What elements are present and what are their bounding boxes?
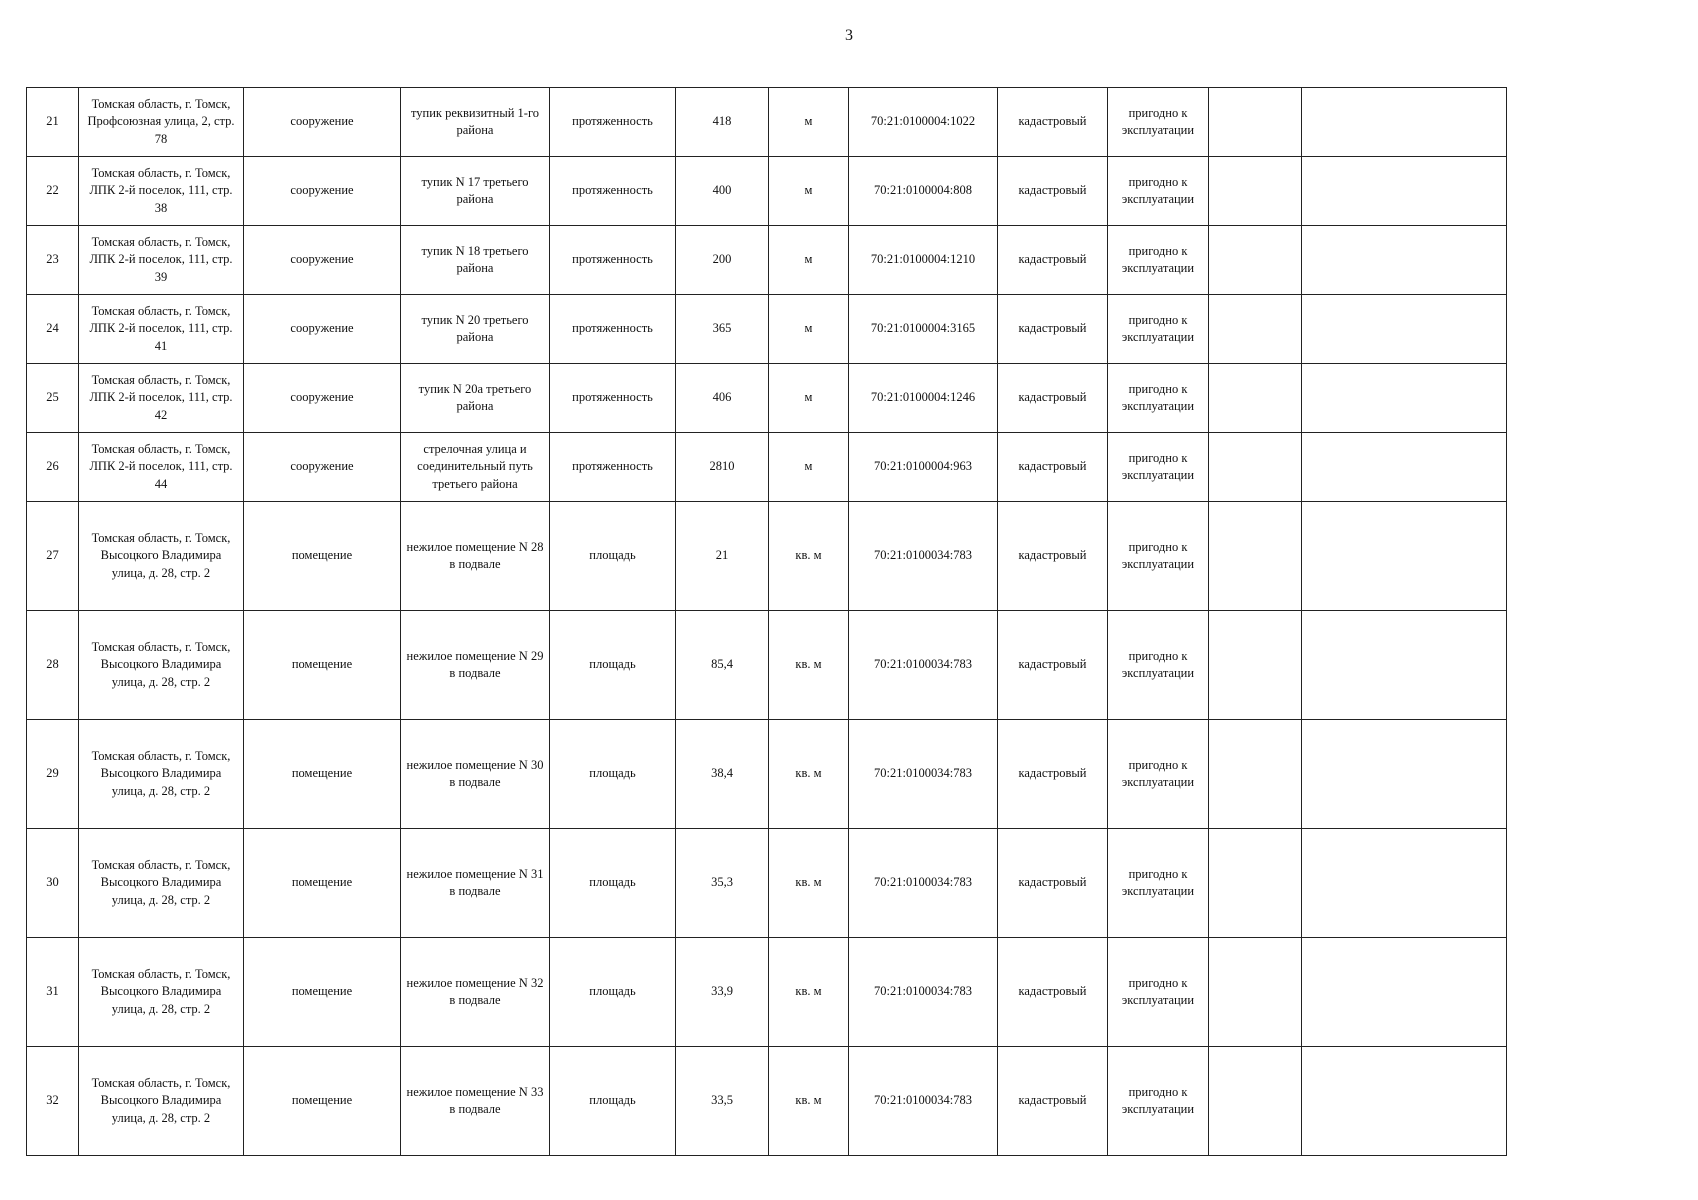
cell-empty-11 — [1209, 938, 1302, 1047]
cell-object-kind: сооружение — [244, 226, 401, 295]
property-table — [26, 87, 1507, 1156]
cell-number-type: кадастровый — [998, 88, 1108, 157]
cell-number-type: кадастровый — [998, 938, 1108, 1047]
cell-empty-12 — [1302, 364, 1507, 433]
table-row — [27, 226, 1507, 295]
cell-object-name: нежилое помещение N 31 в подвале — [401, 829, 550, 938]
table-row — [27, 938, 1507, 1047]
cell-empty-11 — [1209, 829, 1302, 938]
cell-empty-12 — [1302, 502, 1507, 611]
cell-value: 2810 — [676, 433, 769, 502]
cell-object-name: нежилое помещение N 32 в подвале — [401, 938, 550, 1047]
cell-object-kind: сооружение — [244, 295, 401, 364]
cell-cadastral-number: 70:21:0100004:1246 — [849, 364, 998, 433]
cell-object-kind: помещение — [244, 1047, 401, 1156]
cell-address: Томская область, г. Томск, ЛПК 2-й поселок, 111, стр. 38 — [79, 157, 244, 226]
cell-number-type: кадастровый — [998, 829, 1108, 938]
cell-number-type: кадастровый — [998, 720, 1108, 829]
cell-address: Томская область, г. Томск, Высоцкого Владимира улица, д. 28, стр. 2 — [79, 938, 244, 1047]
cell-empty-11 — [1209, 433, 1302, 502]
cell-condition: пригодно к эксплуатации — [1108, 433, 1209, 502]
cell-empty-12 — [1302, 295, 1507, 364]
cell-object-name: тупик N 18 третьего района — [401, 226, 550, 295]
cell-empty-12 — [1302, 720, 1507, 829]
cell-object-name: нежилое помещение N 30 в подвале — [401, 720, 550, 829]
cell-address: Томская область, г. Томск, Высоцкого Владимира улица, д. 28, стр. 2 — [79, 829, 244, 938]
cell-number-type: кадастровый — [998, 502, 1108, 611]
cell-row-number: 26 — [27, 433, 79, 502]
cell-parameter: протяженность — [550, 364, 676, 433]
cell-condition: пригодно к эксплуатации — [1108, 295, 1209, 364]
cell-address: Томская область, г. Томск, Высоцкого Владимира улица, д. 28, стр. 2 — [79, 502, 244, 611]
table-row — [27, 295, 1507, 364]
cell-cadastral-number: 70:21:0100034:783 — [849, 611, 998, 720]
cell-value: 33,9 — [676, 938, 769, 1047]
cell-address: Томская область, г. Томск, ЛПК 2-й поселок, 111, стр. 42 — [79, 364, 244, 433]
cell-object-kind: сооружение — [244, 88, 401, 157]
cell-row-number: 28 — [27, 611, 79, 720]
cell-parameter: площадь — [550, 720, 676, 829]
cell-value: 33,5 — [676, 1047, 769, 1156]
cell-row-number: 21 — [27, 88, 79, 157]
cell-number-type: кадастровый — [998, 1047, 1108, 1156]
table-row — [27, 88, 1507, 157]
cell-unit: м — [769, 88, 849, 157]
cell-parameter: протяженность — [550, 226, 676, 295]
cell-condition: пригодно к эксплуатации — [1108, 938, 1209, 1047]
cell-object-kind: сооружение — [244, 433, 401, 502]
cell-object-name: нежилое помещение N 28 в подвале — [401, 502, 550, 611]
table-row — [27, 611, 1507, 720]
cell-address: Томская область, г. Томск, Высоцкого Владимира улица, д. 28, стр. 2 — [79, 611, 244, 720]
table-row — [27, 364, 1507, 433]
cell-number-type: кадастровый — [998, 226, 1108, 295]
cell-value: 38,4 — [676, 720, 769, 829]
cell-unit: кв. м — [769, 611, 849, 720]
page-number: 3 — [845, 27, 853, 44]
cell-object-name: нежилое помещение N 29 в подвале — [401, 611, 550, 720]
cell-object-name: нежилое помещение N 33 в подвале — [401, 1047, 550, 1156]
cell-empty-12 — [1302, 88, 1507, 157]
cell-value: 418 — [676, 88, 769, 157]
cell-object-kind: помещение — [244, 829, 401, 938]
cell-object-name: тупик реквизитный 1-го района — [401, 88, 550, 157]
cell-empty-11 — [1209, 611, 1302, 720]
cell-empty-12 — [1302, 938, 1507, 1047]
cell-address: Томская область, г. Томск, ЛПК 2-й поселок, 111, стр. 44 — [79, 433, 244, 502]
cell-condition: пригодно к эксплуатации — [1108, 611, 1209, 720]
cell-row-number: 22 — [27, 157, 79, 226]
cell-unit: м — [769, 433, 849, 502]
cell-empty-12 — [1302, 1047, 1507, 1156]
cell-cadastral-number: 70:21:0100004:963 — [849, 433, 998, 502]
cell-unit: кв. м — [769, 938, 849, 1047]
cell-object-name: тупик N 20а третьего района — [401, 364, 550, 433]
cell-empty-12 — [1302, 829, 1507, 938]
cell-unit: м — [769, 226, 849, 295]
cell-parameter: протяженность — [550, 295, 676, 364]
cell-value: 365 — [676, 295, 769, 364]
cell-object-name: тупик N 17 третьего района — [401, 157, 550, 226]
cell-parameter: протяженность — [550, 433, 676, 502]
cell-cadastral-number: 70:21:0100034:783 — [849, 720, 998, 829]
cell-row-number: 29 — [27, 720, 79, 829]
cell-number-type: кадастровый — [998, 364, 1108, 433]
cell-cadastral-number: 70:21:0100004:3165 — [849, 295, 998, 364]
cell-unit: м — [769, 364, 849, 433]
cell-value: 85,4 — [676, 611, 769, 720]
cell-parameter: протяженность — [550, 157, 676, 226]
table-row — [27, 433, 1507, 502]
cell-row-number: 27 — [27, 502, 79, 611]
cell-value: 400 — [676, 157, 769, 226]
cell-object-kind: помещение — [244, 502, 401, 611]
cell-empty-11 — [1209, 88, 1302, 157]
table-row — [27, 157, 1507, 226]
cell-empty-11 — [1209, 157, 1302, 226]
table-row — [27, 502, 1507, 611]
cell-condition: пригодно к эксплуатации — [1108, 364, 1209, 433]
cell-empty-12 — [1302, 157, 1507, 226]
cell-cadastral-number: 70:21:0100034:783 — [849, 1047, 998, 1156]
cell-parameter: протяженность — [550, 88, 676, 157]
cell-unit: кв. м — [769, 1047, 849, 1156]
cell-condition: пригодно к эксплуатации — [1108, 226, 1209, 295]
cell-object-kind: сооружение — [244, 364, 401, 433]
cell-row-number: 32 — [27, 1047, 79, 1156]
cell-empty-11 — [1209, 720, 1302, 829]
cell-parameter: площадь — [550, 611, 676, 720]
cell-row-number: 24 — [27, 295, 79, 364]
cell-empty-11 — [1209, 226, 1302, 295]
cell-cadastral-number: 70:21:0100004:808 — [849, 157, 998, 226]
cell-address: Томская область, г. Томск, Высоцкого Владимира улица, д. 28, стр. 2 — [79, 720, 244, 829]
cell-cadastral-number: 70:21:0100034:783 — [849, 938, 998, 1047]
cell-value: 35,3 — [676, 829, 769, 938]
cell-cadastral-number: 70:21:0100034:783 — [849, 502, 998, 611]
cell-value: 406 — [676, 364, 769, 433]
cell-object-kind: сооружение — [244, 157, 401, 226]
cell-object-kind: помещение — [244, 611, 401, 720]
cell-address: Томская область, г. Томск, ЛПК 2-й поселок, 111, стр. 39 — [79, 226, 244, 295]
cell-empty-11 — [1209, 364, 1302, 433]
table-row — [27, 829, 1507, 938]
cell-empty-11 — [1209, 502, 1302, 611]
cell-unit: кв. м — [769, 720, 849, 829]
cell-cadastral-number: 70:21:0100004:1022 — [849, 88, 998, 157]
cell-empty-12 — [1302, 433, 1507, 502]
table-row — [27, 1047, 1507, 1156]
cell-object-name: стрелочная улица и соединительный путь третьего района — [401, 433, 550, 502]
cell-condition: пригодно к эксплуатации — [1108, 829, 1209, 938]
cell-condition: пригодно к эксплуатации — [1108, 1047, 1209, 1156]
cell-cadastral-number: 70:21:0100004:1210 — [849, 226, 998, 295]
cell-condition: пригодно к эксплуатации — [1108, 502, 1209, 611]
cell-condition: пригодно к эксплуатации — [1108, 157, 1209, 226]
cell-cadastral-number: 70:21:0100034:783 — [849, 829, 998, 938]
cell-row-number: 23 — [27, 226, 79, 295]
cell-address: Томская область, г. Томск, ЛПК 2-й поселок, 111, стр. 41 — [79, 295, 244, 364]
cell-number-type: кадастровый — [998, 433, 1108, 502]
cell-object-kind: помещение — [244, 720, 401, 829]
cell-address: Томская область, г. Томск, Высоцкого Владимира улица, д. 28, стр. 2 — [79, 1047, 244, 1156]
cell-parameter: площадь — [550, 1047, 676, 1156]
cell-empty-11 — [1209, 295, 1302, 364]
cell-unit: м — [769, 295, 849, 364]
cell-empty-12 — [1302, 611, 1507, 720]
cell-number-type: кадастровый — [998, 295, 1108, 364]
cell-row-number: 25 — [27, 364, 79, 433]
cell-number-type: кадастровый — [998, 611, 1108, 720]
cell-object-kind: помещение — [244, 938, 401, 1047]
cell-empty-12 — [1302, 226, 1507, 295]
cell-object-name: тупик N 20 третьего района — [401, 295, 550, 364]
cell-unit: м — [769, 157, 849, 226]
cell-unit: кв. м — [769, 502, 849, 611]
cell-value: 21 — [676, 502, 769, 611]
cell-number-type: кадастровый — [998, 157, 1108, 226]
cell-parameter: площадь — [550, 938, 676, 1047]
table-row — [27, 720, 1507, 829]
cell-value: 200 — [676, 226, 769, 295]
cell-row-number: 30 — [27, 829, 79, 938]
cell-row-number: 31 — [27, 938, 79, 1047]
cell-condition: пригодно к эксплуатации — [1108, 88, 1209, 157]
cell-parameter: площадь — [550, 829, 676, 938]
cell-empty-11 — [1209, 1047, 1302, 1156]
cell-parameter: площадь — [550, 502, 676, 611]
cell-unit: кв. м — [769, 829, 849, 938]
cell-condition: пригодно к эксплуатации — [1108, 720, 1209, 829]
cell-address: Томская область, г. Томск, Профсоюзная улица, 2, стр. 78 — [79, 88, 244, 157]
